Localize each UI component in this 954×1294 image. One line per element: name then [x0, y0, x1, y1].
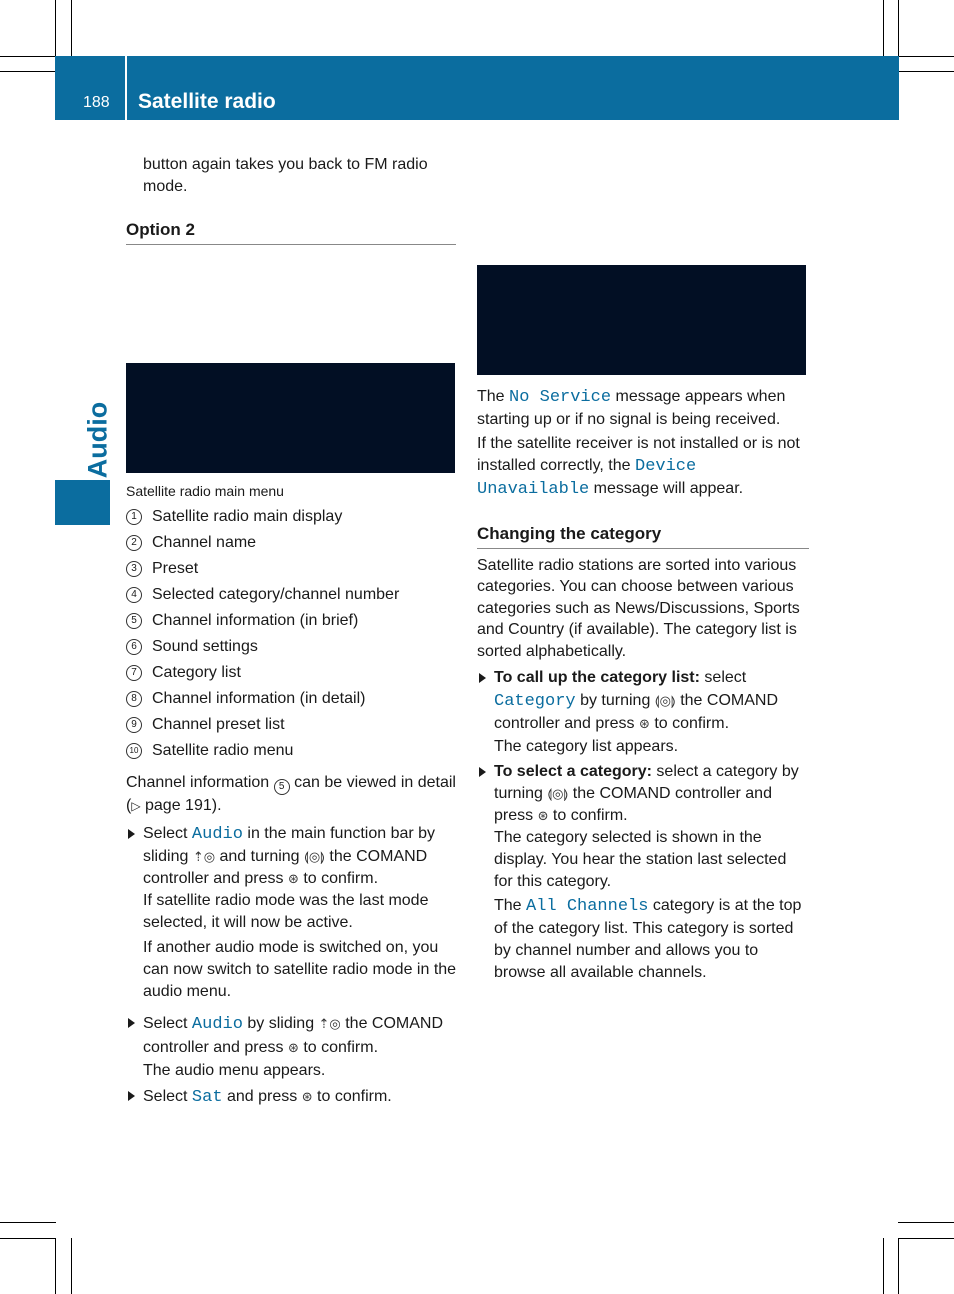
legend-text: Satellite radio menu — [152, 741, 294, 759]
changing-category-body: Satellite radio stations are sorted into various categories. You can choose between various categories such as News/Discussions, Sports and Country (if available). The category list is sorted alphabetically. — [477, 556, 800, 660]
legend-item — [126, 686, 458, 712]
left-column-lower — [126, 481, 458, 1109]
section-title: Satellite radio — [138, 90, 276, 113]
legend-text: Sound settings — [152, 637, 258, 655]
legend-number: 4 — [126, 587, 142, 603]
bullet-arrow-icon — [128, 829, 135, 839]
legend-number: 5 — [126, 613, 142, 629]
device-unavailable-text: If the satellite receiver is not installed or is not installed correctly, the Device Unavailable message will appear. — [477, 435, 800, 499]
right-column — [477, 386, 809, 984]
bullet-arrow-icon — [128, 1091, 135, 1101]
press-controller-icon: ⊛ — [301, 1088, 313, 1104]
step-select-audio: Select Audio by sliding ⇡◎ the COMAND controller and press ⊛ to confirm. The audio menu appears. — [126, 1012, 458, 1082]
menu-item-audio: Audio — [191, 824, 243, 844]
bullet-arrow-icon — [479, 673, 486, 683]
message-unavailable: Unavailable — [477, 480, 590, 499]
channel-info-text: Channel information 5 can be viewed in detail (▷ page 191). — [126, 773, 456, 814]
figure-caption: Satellite radio main menu — [126, 483, 284, 499]
crop-mark — [71, 0, 72, 56]
result-text: If another audio mode is switched on, you can now switch to satellite radio mode in the audio menu. — [143, 938, 457, 1000]
legend-text: Preset — [152, 559, 199, 577]
no-service-screenshot — [477, 265, 806, 375]
side-tab-label: Audio — [82, 401, 113, 479]
legend-list — [126, 504, 458, 764]
legend-text: Category list — [152, 663, 241, 681]
step-call-category-list: To call up the category list: select Category by turning ⟬◎⟭ the COMAND controller and press ⊛ to confirm. The category list appears. — [477, 667, 809, 758]
legend-item — [126, 608, 458, 634]
result-text: The audio menu appears. — [143, 1061, 326, 1079]
legend-number: 3 — [126, 561, 142, 577]
legend-item — [126, 556, 458, 582]
press-controller-icon: ⊛ — [287, 870, 299, 886]
legend-number: 6 — [126, 639, 142, 655]
legend-item — [126, 634, 458, 660]
message-no-service: No Service — [509, 388, 612, 407]
legend-text: Channel information (in brief) — [152, 611, 359, 629]
crop-mark — [55, 0, 56, 56]
message-device: Device — [635, 457, 697, 476]
crop-mark — [898, 1238, 899, 1294]
main-menu-screenshot — [126, 363, 455, 473]
crop-mark — [0, 56, 56, 57]
crop-mark — [55, 1238, 56, 1294]
legend-item — [126, 582, 458, 608]
result-text: If satellite radio mode was the last mode selected, it will now be active. — [143, 891, 429, 931]
crop-mark — [898, 0, 899, 56]
legend-text: Channel name — [152, 533, 257, 551]
step-select-audio-main: Select Audio in the main function bar by sliding ⇡◎ and turning ⟬◎⟭ the COMAND controller and press ⊛ to confirm. If satellite radio mode was the last mode selected, it will now be active. If another audio mode is switched on, you can now switch to satellite radio mode in the audio menu. — [126, 823, 458, 1003]
legend-number: 1 — [126, 509, 142, 525]
left-column — [126, 154, 456, 245]
bullet-arrow-icon — [128, 1018, 135, 1028]
legend-item — [126, 660, 458, 686]
crop-mark — [898, 56, 954, 57]
page-ref-arrow-icon: ▷ — [131, 798, 141, 813]
legend-number: 2 — [126, 535, 142, 551]
menu-item-sat: Sat — [191, 1087, 223, 1107]
header-divider — [125, 56, 127, 120]
menu-item-category: Category — [494, 691, 576, 711]
legend-item — [126, 712, 458, 738]
legend-text: Satellite radio main display — [152, 507, 343, 525]
crop-mark — [0, 1238, 56, 1239]
page-number: 188 — [83, 94, 110, 111]
legend-text: Channel information (in detail) — [152, 689, 366, 707]
step-select-category: To select a category: select a category by turning ⟬◎⟭ the COMAND controller and press ⊛ to confirm. The category selected is shown in the display. You hear the station last selected for this category. The All Channels category is at the top of the category list. This category is sorted by channel number and allows you to browse all available channels. — [477, 761, 809, 984]
legend-item — [126, 504, 458, 530]
ref-number: 5 — [274, 779, 290, 795]
legend-number: 8 — [126, 691, 142, 707]
crop-mark — [71, 1238, 72, 1294]
turn-controller-icon: ⟬◎⟭ — [547, 786, 569, 801]
legend-number: 7 — [126, 665, 142, 681]
turn-controller-icon: ⟬◎⟭ — [654, 692, 676, 708]
category-all-channels: All Channels — [526, 897, 649, 916]
intro-text: button again takes you back to FM radio mode. — [143, 156, 428, 195]
page-header — [55, 56, 899, 120]
crop-mark — [898, 1238, 954, 1239]
crop-mark — [898, 71, 954, 72]
legend-item — [126, 530, 458, 556]
legend-text: Channel preset list — [152, 715, 285, 733]
side-tab-block — [55, 480, 110, 525]
bullet-arrow-icon — [479, 767, 486, 777]
legend-text: Selected category/channel number — [152, 585, 400, 603]
crop-mark — [883, 0, 884, 56]
slide-up-icon: ⇡◎ — [318, 1015, 341, 1031]
turn-controller-icon: ⟬◎⟭ — [304, 848, 325, 864]
legend-number: 10 — [126, 743, 142, 759]
legend-item — [126, 738, 458, 764]
option-heading: Option 2 — [126, 219, 456, 245]
crop-mark — [0, 71, 56, 72]
legend-number: 9 — [126, 717, 142, 733]
result-text: The category list appears. — [494, 737, 679, 755]
step-select-sat: Select Sat and press ⊛ to confirm. — [126, 1085, 458, 1109]
slide-up-icon: ⇡◎ — [192, 848, 216, 864]
all-channels-text: The All Channels category is at the top of the category list. This category is sorted by channel number and allows you to browse all available channels. — [494, 897, 802, 981]
press-controller-icon: ⊛ — [287, 1039, 299, 1055]
crop-mark — [898, 1222, 954, 1223]
crop-mark — [883, 1238, 884, 1294]
press-controller-icon: ⊛ — [638, 716, 650, 731]
result-text: The category selected is shown in the display. You hear the station last selected for this category. — [494, 829, 787, 890]
no-service-text: The No Service message appears when starting up or if no signal is being received. — [477, 388, 786, 428]
menu-item-audio: Audio — [191, 1014, 243, 1034]
crop-mark — [0, 1222, 56, 1223]
changing-category-heading: Changing the category — [477, 523, 809, 549]
press-controller-icon: ⊛ — [537, 808, 549, 823]
